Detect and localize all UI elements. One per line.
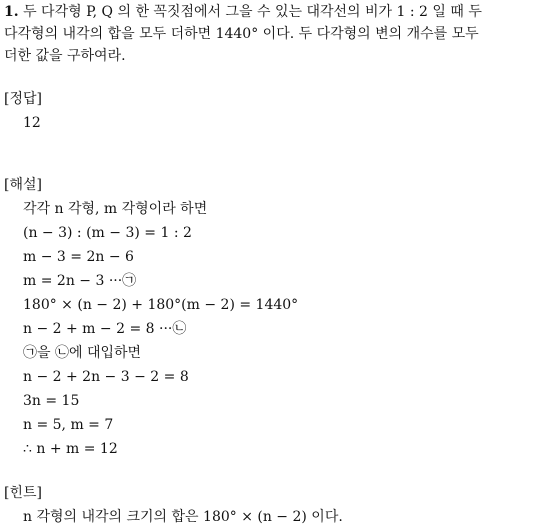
solution-line: 3n = 15 xyxy=(23,393,80,409)
problem-number: 1. xyxy=(4,4,19,20)
solution-line: ㉠을 ㉡에 대입하면 xyxy=(23,345,142,361)
solution-line: (n − 3) : (m − 3) = 1 : 2 xyxy=(23,225,192,241)
solution-line: n − 2 + m − 2 = 8 ···㉡ xyxy=(23,321,187,337)
solution-line: 각각 n 각형, m 각형이라 하면 xyxy=(23,201,208,217)
problem-line-2: 다각형의 내각의 합을 모두 더하면 1440° 이다. 두 다각형의 변의 개수를 모두 xyxy=(4,26,479,42)
answer-value: 12 xyxy=(23,115,41,131)
hint-label: [힌트] xyxy=(4,485,42,501)
problem-line-1 xyxy=(4,3,482,21)
solution-line: 180° × (n − 2) + 180°(m − 2) = 1440° xyxy=(23,297,299,313)
hint-text: n 각형의 내각의 크기의 합은 180° × (n − 2) 이다. xyxy=(23,509,343,525)
solution-line: n = 5, m = 7 xyxy=(23,417,114,433)
solution-line: n − 2 + 2n − 3 − 2 = 8 xyxy=(23,369,189,385)
answer-label: [정답] xyxy=(4,91,42,107)
solution-line: ∴ n + m = 12 xyxy=(23,441,118,457)
solution-line: m − 3 = 2n − 6 xyxy=(23,249,134,265)
solution-line: m = 2n − 3 ···㉠ xyxy=(23,273,137,289)
problem-line-3: 더한 값을 구하여라. xyxy=(4,48,126,64)
problem-text-1: 두 다각형 P, Q 의 한 꼭짓점에서 그을 수 있는 대각선의 비가 1 : 2 일 때 두 xyxy=(23,4,482,20)
solution-label: [해설] xyxy=(4,177,42,193)
